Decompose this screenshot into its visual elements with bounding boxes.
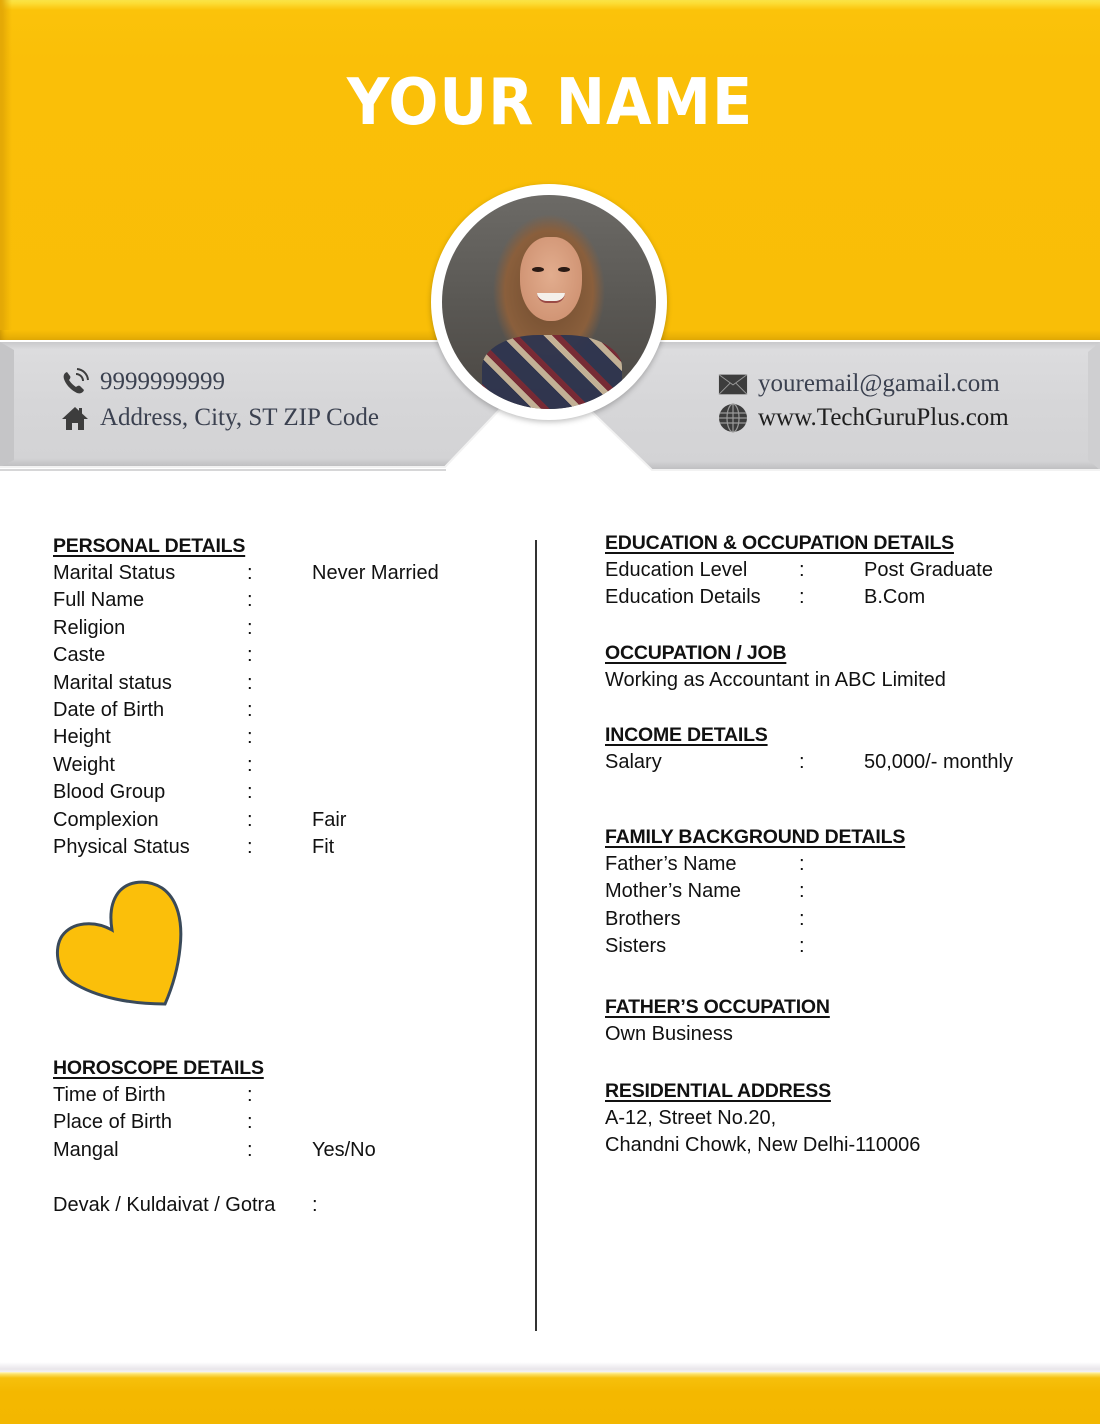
personal-details-section [53,533,523,861]
education-row: Education Level : Post Graduate [605,559,993,581]
personal-row: Date of Birth : [53,698,253,721]
income-title: INCOME DETAILS [605,724,768,746]
residential-address-line: A-12, Street No.20, [605,1107,777,1129]
profile-photo [442,195,656,409]
horoscope-row: Mangal : Yes/No [53,1138,376,1161]
email-line [718,370,1000,398]
personal-row: Full Name : [53,589,253,612]
personal-row: Marital status : [53,671,253,694]
residential-address-line: Chandni Chowk, New Delhi-110006 [605,1134,921,1157]
personal-row: Physical Status : Fit [53,835,335,858]
horoscope-row: Place of Birth : [53,1111,253,1134]
horoscope-details-section [53,1055,523,1219]
heart-icon [52,878,188,1015]
education-title: EDUCATION & OCCUPATION DETAILS [605,532,954,554]
profile-photo-frame [431,184,667,420]
education-row: Education Details : B.Com [605,586,926,609]
website-text[interactable]: www.TechGuruPlus.com [758,404,1009,431]
family-row: Mother’s Name : [605,880,805,903]
personal-row: Height : [53,726,253,749]
occupation-section [605,640,1075,694]
residential-address-title: RESIDENTIAL ADDRESS [605,1080,831,1102]
fathers-occupation-title: FATHER’S OCCUPATION [605,996,830,1018]
fathers-occupation-section [605,994,1075,1048]
family-title: FAMILY BACKGROUND DETAILS [605,826,906,848]
personal-row: Caste : [53,644,253,667]
residential-address-section [605,1078,1075,1160]
family-row: Brothers : [605,907,805,930]
website-line [718,404,1009,432]
horoscope-row: Time of Birth : [53,1084,253,1106]
envelope-icon [718,370,748,398]
income-section [605,722,1075,776]
horoscope-details-title: HOROSCOPE DETAILS [53,1057,264,1079]
phone-icon [60,368,90,396]
family-row: Sisters : [605,935,805,958]
family-section [605,824,1075,961]
occupation-title: OCCUPATION / JOB [605,642,787,664]
personal-row: Religion : [53,616,253,639]
column-divider [535,540,537,1331]
personal-row: Complexion : Fair [53,808,347,831]
globe-icon [718,404,748,432]
address-line [60,404,379,432]
gotra-row: Devak / Kuldaivat / Gotra : [53,1193,318,1216]
family-row: Father’s Name : [605,853,805,875]
fathers-occupation-text: Own Business [605,1023,733,1045]
education-section [605,530,1075,612]
income-row: Salary : 50,000/- monthly [605,751,1013,773]
personal-details-list [53,560,523,861]
phone-number: 9999999999 [100,368,225,395]
address-text: Address, City, ST ZIP Code [100,404,379,431]
name-title: YOUR NAME [346,66,754,140]
footer-band [0,1372,1100,1424]
occupation-text: Working as Accountant in ABC Limited [605,669,946,691]
personal-row: Weight : [53,753,253,776]
phone-line [60,368,225,396]
personal-row: Marital Status : Never Married [53,562,439,584]
footer-shadow [0,1362,1100,1372]
personal-details-title: PERSONAL DETAILS [53,535,246,557]
personal-row: Blood Group : [53,781,253,804]
home-icon [60,404,90,432]
email-text[interactable]: youremail@gamail.com [758,370,1000,397]
